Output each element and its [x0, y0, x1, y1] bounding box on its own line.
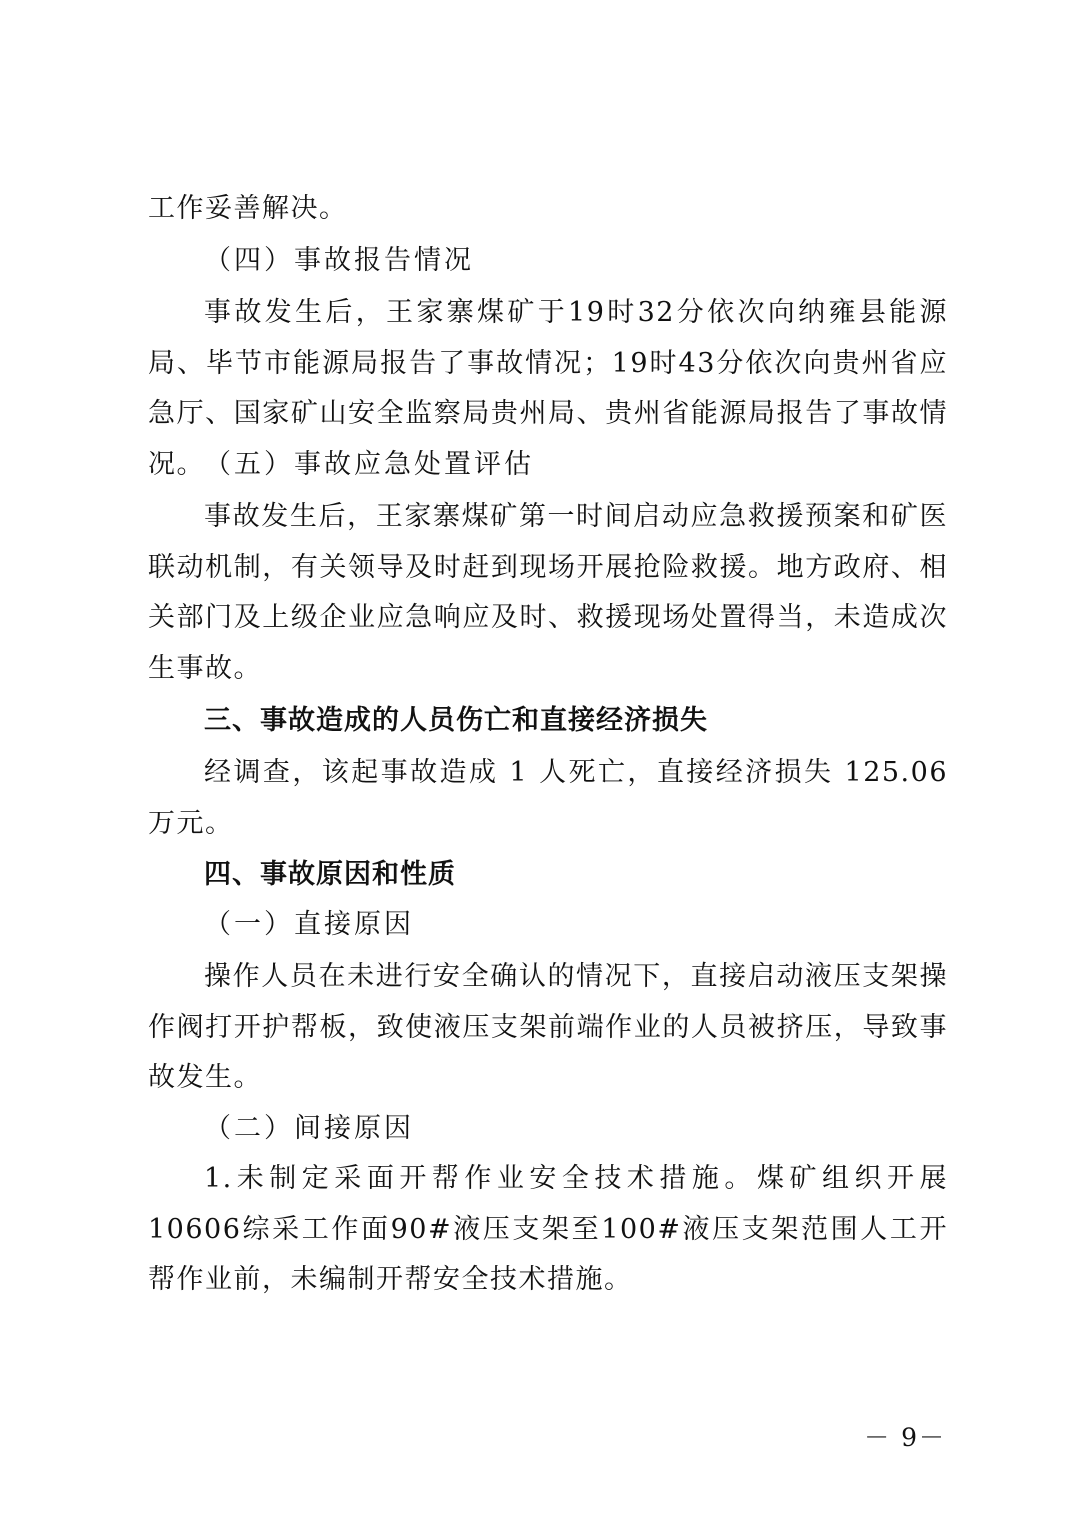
section-heading-indirect: （二）间接原因	[204, 1113, 414, 1144]
paragraph-report: 事故发生后，王家寨煤矿于19时32分依次向纳雍县能源局、毕节市能源局报告了事故情况；19时43分依次向贵州省应急厅、国家矿山安全监察局贵州局、贵州省能源局报告了事故情况。	[148, 297, 948, 480]
section-heading-direct: （一）直接原因	[204, 909, 414, 940]
paragraph-direct: 操作人员在未进行安全确认的情况下，直接启动液压支架操作阀打开护帮板，致使液压支架前端作业的人员被挤压，导致事故发生。	[148, 961, 948, 1093]
page-number: － 9－	[864, 1423, 946, 1452]
section-heading-report: （四）事故报告情况	[204, 245, 474, 276]
paragraph-continued: 工作妥善解决。	[148, 193, 348, 224]
section-heading-emergency: （五）事故应急处置评估	[204, 449, 534, 480]
chapter-heading-cause: 四、事故原因和性质	[204, 859, 456, 890]
paragraph-emergency: 事故发生后，王家寨煤矿第一时间启动应急救援预案和矿医联动机制，有关领导及时赶到现场开展抢险救援。地方政府、相关部门及上级企业应急响应及时、救援现场处置得当，未造成次生事故。	[148, 501, 948, 684]
paragraph-loss: 经调查，该起事故造成 1 人死亡，直接经济损失 125.06 万元。	[148, 757, 948, 839]
chapter-heading-loss: 三、事故造成的人员伤亡和直接经济损失	[204, 705, 708, 736]
paragraph-indirect: 1.未制定采面开帮作业安全技术措施。煤矿组织开展10606综采工作面90#液压支架至100#液压支架范围人工开帮作业前，未编制开帮安全技术措施。	[148, 1163, 948, 1295]
